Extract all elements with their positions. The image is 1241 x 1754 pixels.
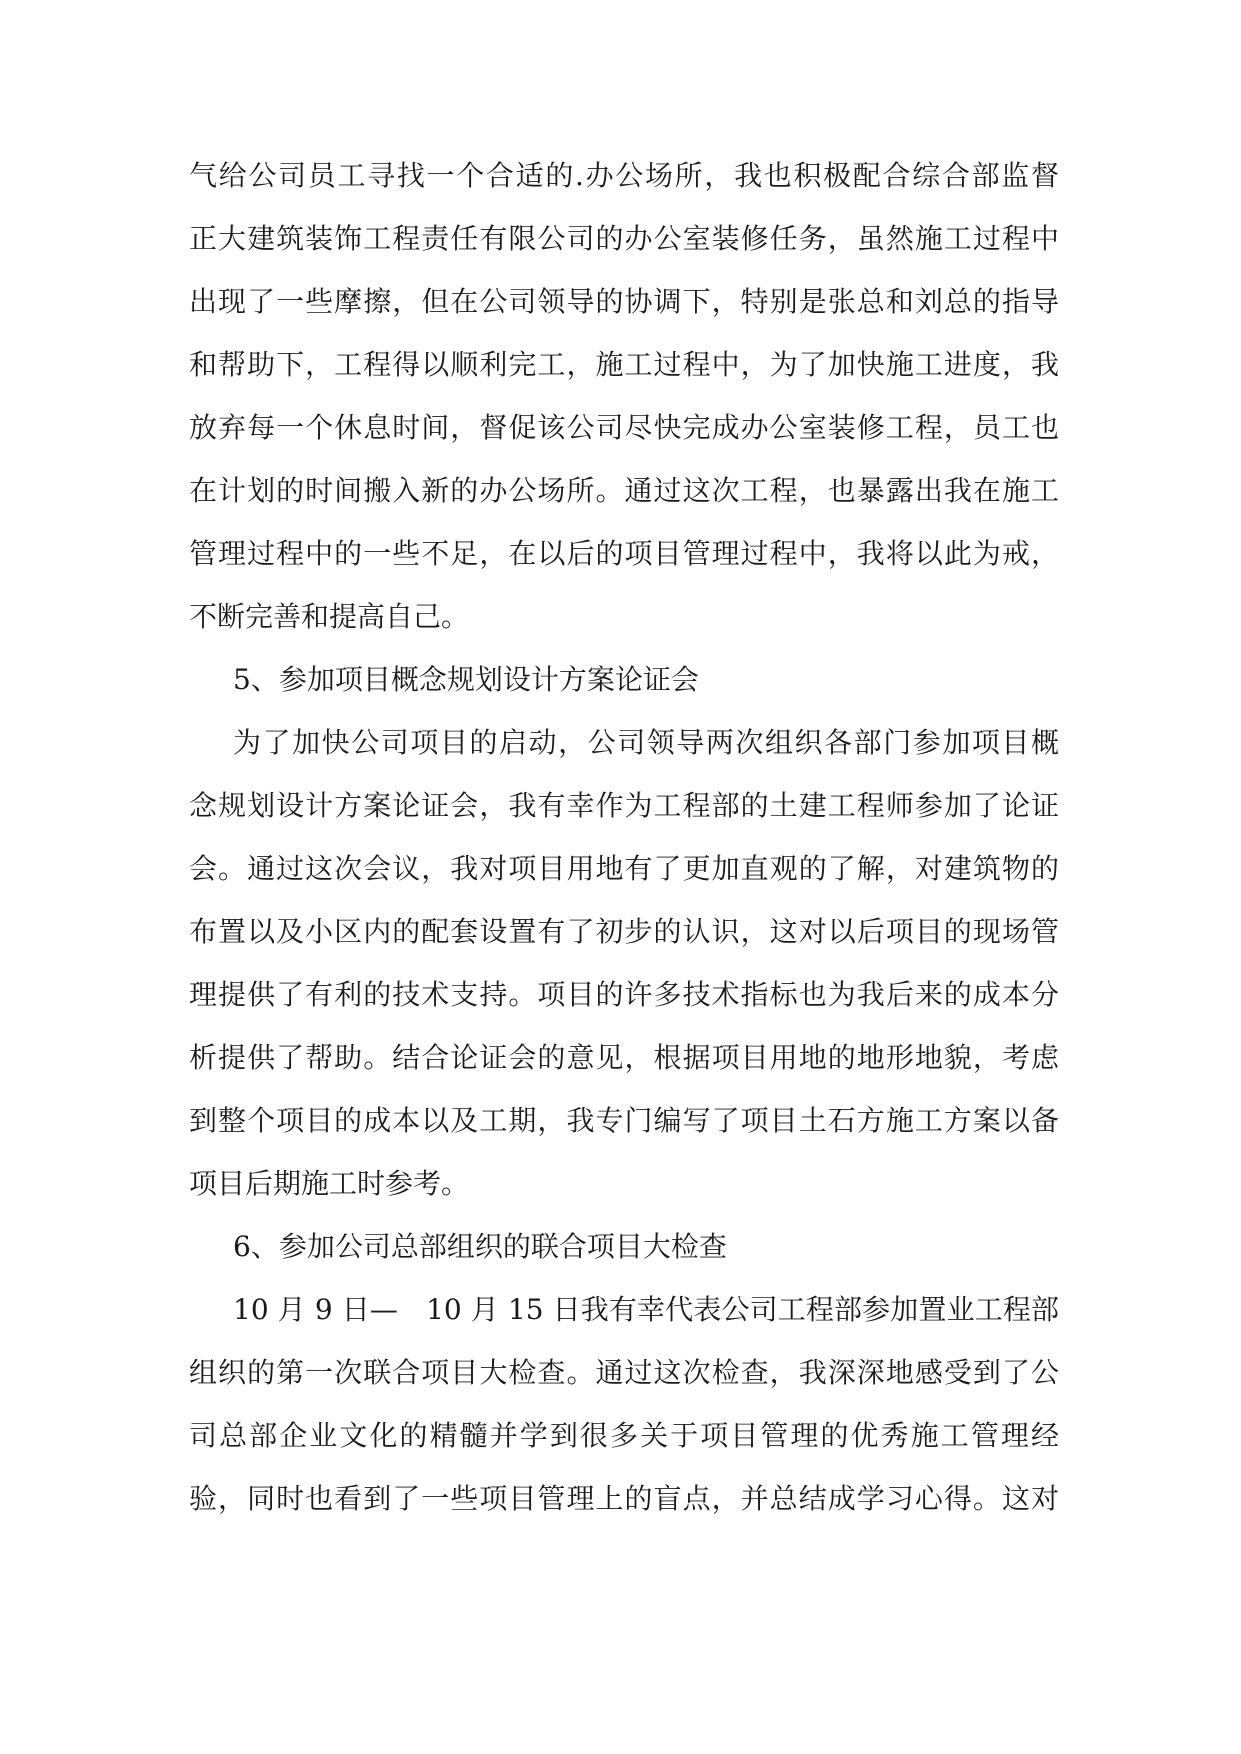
- text-line: 司总部企业文化的精髓并学到很多关于项目管理的优秀施工管理经: [189, 1419, 1059, 1452]
- text-line: 组织的第一次联合项目大检查。通过这次检查，我深深地感受到了公: [189, 1356, 1059, 1389]
- text-line: 理提供了有利的技术支持。项目的许多技术指标也为我后来的成本分: [189, 978, 1059, 1011]
- text-line: 正大建筑装饰工程责任有限公司的办公室装修任务，虽然施工过程中: [189, 222, 1059, 255]
- text-line: 不断完善和提高自己。: [189, 600, 470, 633]
- text-line: 和帮助下，工程得以顺利完工，施工过程中，为了加快施工进度，我: [189, 348, 1059, 381]
- text-line: 到整个项目的成本以及工期，我专门编写了项目土石方施工方案以备: [189, 1104, 1059, 1137]
- text-line: 为了加快公司项目的启动，公司领导两次组织各部门参加项目概: [233, 726, 1059, 759]
- section-heading: 6、参加公司总部组织的联合项目大检查: [233, 1230, 727, 1263]
- text-line: 10 月 9 日— 10 月 15 日我有幸代表公司工程部参加置业工程部: [233, 1293, 1059, 1326]
- text-line: 布置以及小区内的配套设置有了初步的认识，这对以后项目的现场管: [189, 915, 1059, 948]
- text-line: 气给公司员工寻找一个合适的.办公场所，我也积极配合综合部监督: [189, 159, 1059, 192]
- text-line: 在计划的时间搬入新的办公场所。通过这次工程，也暴露出我在施工: [189, 474, 1059, 507]
- text-line: 念规划设计方案论证会，我有幸作为工程部的土建工程师参加了论证: [189, 789, 1059, 822]
- section-heading: 5、参加项目概念规划设计方案论证会: [233, 663, 699, 696]
- text-line: 管理过程中的一些不足，在以后的项目管理过程中，我将以此为戒，: [189, 537, 1059, 570]
- text-line: 析提供了帮助。结合论证会的意见，根据项目用地的地形地貌，考虑: [189, 1041, 1059, 1074]
- text-line: 验，同时也看到了一些项目管理上的盲点，并总结成学习心得。这对: [189, 1482, 1059, 1515]
- text-line: 项目后期施工时参考。: [189, 1167, 470, 1200]
- text-line: 出现了一些摩擦，但在公司领导的协调下，特别是张总和刘总的指导: [189, 285, 1059, 318]
- text-line: 放弃每一个休息时间，督促该公司尽快完成办公室装修工程，员工也: [189, 411, 1059, 444]
- text-line: 会。通过这次会议，我对项目用地有了更加直观的了解，对建筑物的: [189, 852, 1059, 885]
